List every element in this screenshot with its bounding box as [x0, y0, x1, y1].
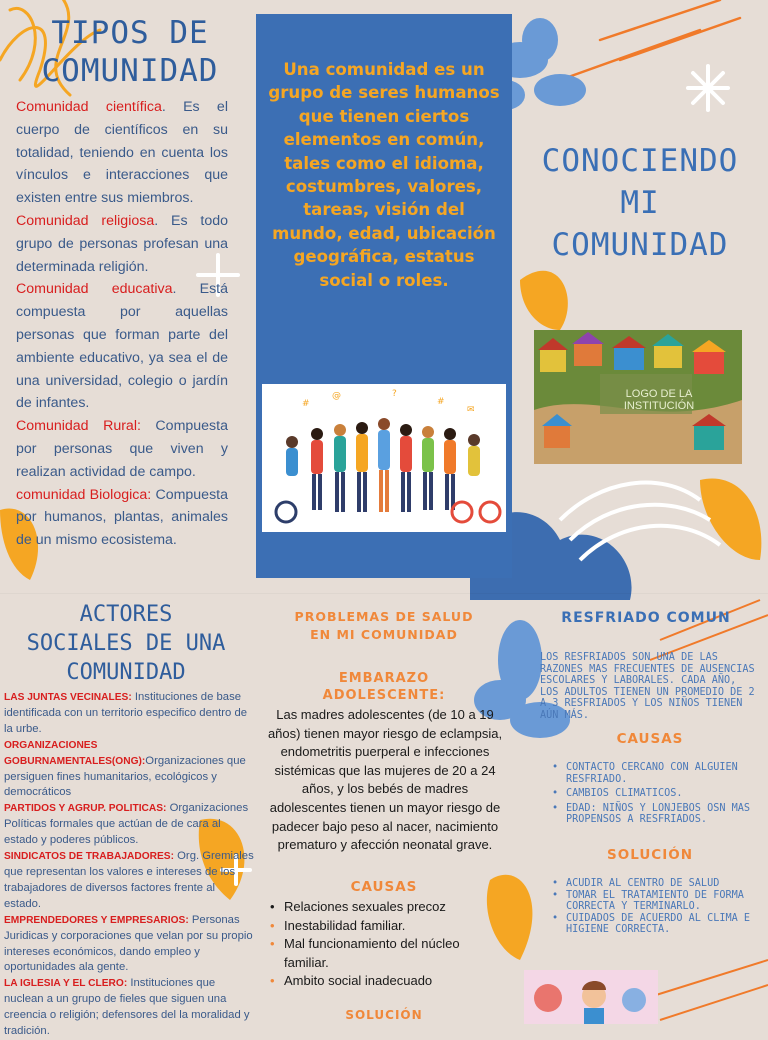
svg-text:?: ? — [392, 389, 397, 399]
title-line: TIPOS DE — [51, 15, 209, 51]
description: . Está compuesta por aquellas personas que forman parte del ambiente educativo, ya sea el de una universidad, colegio o jardín de infantes. — [16, 281, 228, 412]
svg-text:#: # — [437, 397, 445, 407]
term: LAS JUNTAS VECINALES: — [4, 692, 132, 703]
term: Comunidad educativa — [16, 281, 173, 298]
page-divider — [0, 593, 768, 594]
social-actor-item — [4, 976, 254, 1040]
social-actor-item — [4, 801, 254, 849]
community-type-item — [16, 96, 228, 210]
logo-placeholder-text: LOGO DE LA — [625, 388, 693, 400]
brochure-title — [520, 140, 760, 266]
actores-sociales-title — [6, 600, 246, 687]
health-problems-title: PROBLEMAS DE SALUD EN MI COMUNIDAD — [294, 609, 474, 642]
common-cold-text: LOS RESFRIADOS SON UNA DE LAS RAZONES MAS FRECUENTES DE AUSENCIAS ESCOLARES Y LABORALES. CADA AÑO, LOS ADULTOS TIENEN UN PROMEDIO DE 2 A 3 RESFRIADOS Y LOS NIÑOS TIENEN AÚN MÁS. — [540, 652, 755, 721]
cause-item: • Inestabilidad familiar. — [266, 917, 466, 936]
cause-item: • CAMBIOS CLIMATICOS. — [548, 788, 754, 800]
village-illustration — [534, 330, 742, 464]
solution-heading: SOLUCIÓN — [345, 1008, 423, 1022]
term: ORGANIZACIONES GOBURNAMENTALES(ONG): — [4, 739, 146, 767]
description: Compuesta por personas que viven y realizan actividad de campo. — [16, 418, 228, 480]
social-actor-item — [4, 738, 254, 802]
description: Personas Juridicas y corporaciones que velan por su propio intereses económicos, dando empleo y oportunidades ala gente. — [4, 913, 253, 974]
title-line: COMUNIDAD — [66, 660, 186, 685]
svg-text:✉: ✉ — [467, 405, 475, 415]
title-line: ACTORES — [79, 602, 173, 627]
term: EMPRENDEDORES Y EMPRESARIOS: — [4, 914, 189, 926]
description: . Es todo grupo de personas profesan una determinada religión. — [16, 212, 229, 275]
community-type-item — [16, 484, 228, 552]
common-cold-solutions — [548, 878, 754, 936]
cause-item: • CONTACTO CERCANO CON ALGUIEN RESFRIADO. — [548, 762, 754, 785]
description: Organizaciones que persiguen fines humanitarios, ecológicos y democráticos — [4, 754, 246, 799]
description: Org. Gremiales que representan los valores e intereses de los trabajadores de diversos factores frente al estado. — [4, 850, 254, 910]
description: Compuesta por humanos, plantas, animales de un mismo ecosistema. — [16, 486, 228, 549]
logo-placeholder-text: INSTITUCIÓN — [623, 400, 695, 412]
title-line: MI — [620, 185, 660, 221]
community-type-item — [16, 278, 228, 415]
cause-item: • Mal funcionamiento del núcleo familiar. — [266, 935, 466, 972]
people-group-illustration — [262, 384, 506, 532]
description: . Es el cuerpo de científicos en su totalidad, teniendo en cuenta los vínculos e interacciones que existen entre sus miembros. — [16, 99, 228, 207]
term: PARTIDOS Y AGRUP. POLITICAS: — [4, 803, 167, 815]
title-line: COMUNIDAD — [41, 53, 219, 89]
description: Instituciones de base identificada con un territorio especifico dentro de la urbe. — [4, 691, 248, 735]
solution-item: • ACUDIR AL CENTRO DE SALUD — [548, 878, 754, 890]
title-line: SOCIALES DE UNA — [26, 631, 226, 656]
social-actor-item — [4, 913, 254, 977]
term: LA IGLESIA Y EL CLERO: — [4, 978, 128, 990]
solution-item: • TOMAR EL TRATAMIENTO DE FORMA CORRECTA Y TERMINARLO. — [548, 890, 754, 913]
svg-text:@: @ — [332, 391, 341, 401]
term: Comunidad religiosa — [16, 212, 155, 229]
community-type-item — [16, 415, 228, 483]
common-cold-causes — [548, 762, 754, 829]
solution-item: • CUIDADOS DE ACUERDO AL CLIMA E HIGIENE CORRECTA. — [548, 913, 754, 936]
cause-item: • Ambito social inadecuado — [266, 972, 466, 991]
teen-pregnancy-heading: EMBARAZO ADOLESCENTE: — [322, 671, 446, 703]
causes-heading: CAUSAS — [616, 731, 684, 747]
teen-pregnancy-text: Las madres adolescentes (de 10 a 19 años) tienen mayor riesgo de eclampsia, endometritis puerperal e infecciones sistémicas que las mujeres de 20 a 24 años, y los bebés de madres adolescentes tienen un mayor riesgo de padecer bajo peso al nacer, nacimiento prematuro y afección neonatal grave. — [267, 707, 503, 853]
term: comunidad Biologica: — [16, 486, 152, 503]
term: SINDICATOS DE TRABAJADORES: — [4, 851, 174, 863]
solution-heading: SOLUCIÓN — [607, 847, 693, 863]
title-line: COMUNIDAD — [551, 227, 729, 263]
common-cold-title: RESFRIADO COMUN — [561, 610, 731, 626]
community-type-item — [16, 210, 228, 278]
title-line: CONOCIENDO — [541, 143, 739, 179]
term: Comunidad científica — [16, 99, 162, 115]
teen-pregnancy-causes — [266, 898, 466, 991]
sick-child-illustration — [524, 970, 658, 1024]
term: Comunidad Rural: — [16, 418, 141, 435]
svg-text:#: # — [302, 399, 310, 409]
description: Instituciones que nuclean a un grupo de fieles que siguen una creencia o religión; defensores del la moralidad y tradición. — [4, 977, 250, 1038]
community-definition: Una comunidad es un grupo de seres humanos que tienen ciertos elementos en común, tales como el idioma, costumbres, valores, tareas, visión del mundo, edad, ubicación geográfica, estatus social o roles. — [268, 60, 500, 290]
social-actor-item — [4, 849, 254, 913]
description: Organizaciones Políticas formales que actúan de de cara al estado y poderes públicos. — [4, 802, 249, 847]
community-types-list — [16, 96, 228, 552]
social-actor-item — [4, 690, 254, 738]
cause-item: • Relaciones sexuales precoz — [266, 898, 466, 917]
social-actors-list — [4, 690, 254, 1040]
tipos-de-comunidad-title — [10, 14, 250, 90]
cause-item: • EDAD: NIÑOS Y LONJEBOS OSN MAS PROPENSOS A RESFRIADOS. — [548, 803, 754, 826]
causes-heading: CAUSAS — [350, 879, 418, 895]
